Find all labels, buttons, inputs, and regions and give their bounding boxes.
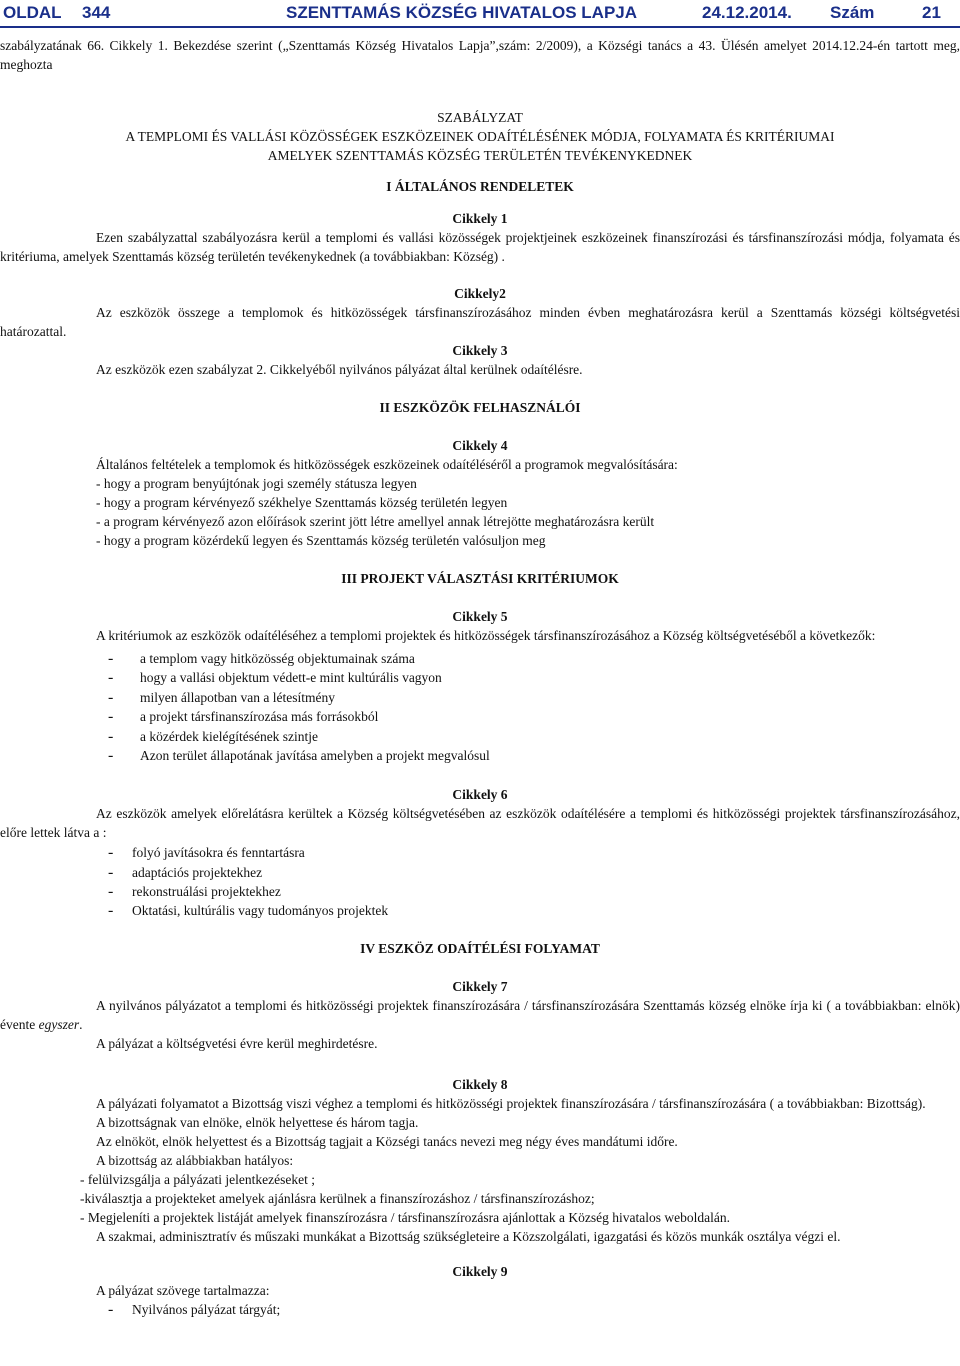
article-8-line: Az elnököt, elnök helyettest és a Bizottság tagjait a Községi tanács nevezi meg négy éves mandátumi időre. xyxy=(96,1134,678,1150)
list-item: - adaptációs projektekhez xyxy=(96,863,960,882)
article-6-title: Cikkely 6 xyxy=(452,787,508,803)
list-item: - Nyilvános pályázat tárgyát; xyxy=(96,1300,960,1319)
article-9-intro: A pályázat szövege tartalmazza: xyxy=(96,1283,270,1299)
list-item: - a templom vagy hitközösség objektumainak száma xyxy=(96,649,960,668)
article-7-text-b: . xyxy=(79,1017,83,1033)
article-7-text-a: A nyilvános pályázatot a templomi és hitközösségi projektek finanszírozására / társfinanszírozására Szenttamás község elnöke írja ki ( a továbbiakban: elnök) évente xyxy=(0,998,960,1033)
list-item: - Azon terület állapotának javítása amelyben a projekt megvalósul xyxy=(96,746,960,765)
article-1-text: Ezen szabályzattal szabályozásra kerül a templomi és vallási közösségek projektjeinek eszközeinek finanszírozási és társfinanszírozási módja, folyamata és kritériuma, amelyek Szenttamás község területén tevékenykednek (a továbbiakban: Község) . xyxy=(0,230,960,264)
article-8-item: - felülvizsgálja a pályázati jelentkezéseket ; xyxy=(80,1172,316,1188)
section-3-heading: III PROJEKT VÁLASZTÁSI KRITÉRIUMOK xyxy=(341,571,619,586)
document-body xyxy=(0,36,960,1319)
page-header xyxy=(0,0,960,28)
intro-paragraph: szabályzatának 66. Cikkely 1. Bekezdése szerint („Szenttamás Község Hivatalos Lapja”,szám: 2/2009), a Községi tanács a 43. Ülésén amelyet 2014.12.24-én tartott meg, meghozta xyxy=(0,38,960,72)
article-4-item: - hogy a program közérdekű legyen és Szenttamás község területén valósuljon meg xyxy=(96,533,546,548)
article-8-final: A szakmai, adminisztratív és műszaki munkákat a Bizottság szükségleteire a Közszolgálati, igazgatási és közös munkák osztálya végzi el. xyxy=(96,1229,841,1245)
article-2-text: Az eszközök összege a templomok és hitközösségek társfinanszírozásához minden évben meghatározásra kerül a Szenttamás községi költségvetési határozattal. xyxy=(0,305,960,339)
header-date: 24.12.2014. xyxy=(702,3,792,22)
article-8-line: A bizottság az alábbiakban hatályos: xyxy=(96,1153,294,1169)
article-4-intro: Általános feltételek a templomok és hitközösségek eszközeinek odaítéléséről a programok megvalósítására: xyxy=(96,457,678,472)
list-item: - a közérdek kielégítésének szintje xyxy=(96,727,960,746)
header-issue-label: Szám xyxy=(830,3,875,22)
article-9-title: Cikkely 9 xyxy=(452,1264,508,1280)
article-1-title: Cikkely 1 xyxy=(452,211,508,226)
article-3-text: Az eszközök ezen szabályzat 2. Cikkelyéből nyilvános pályázat által kerülnek odaítélésre. xyxy=(96,362,583,377)
article-4-title: Cikkely 4 xyxy=(452,438,508,453)
article-5-title: Cikkely 5 xyxy=(452,609,508,624)
document-title xyxy=(0,108,960,165)
article-6-text: Az eszközök amelyek előrelátásra kerültek a Község költségvetésében az eszközök odaítélésére a templomi és hitközösségi projektek társfinanszírozásához, előre lettek látva a : xyxy=(0,806,960,841)
article-4-item: - a program kérvényező azon előírások szerint jött létre amellyel annak létrejötte meghatározásra került xyxy=(96,514,655,529)
header-page-number: 344 xyxy=(82,3,111,22)
article-7-text-emphasis: egyszer xyxy=(38,1017,80,1033)
article-3-title: Cikkely 3 xyxy=(452,343,508,358)
article-2-title: Cikkely2 xyxy=(454,286,506,301)
section-2-heading: II ESZKÖZÖK FELHASZNÁLÓI xyxy=(379,400,581,415)
header-publication-title: SZENTTAMÁS KÖZSÉG HIVATALOS LAPJA xyxy=(286,3,638,22)
article-8-text: A pályázati folyamatot a Bizottság viszi véghez a templomi és hitközösségi projektek finanszírozására / társfinanszírozására ( a továbbiakban: Bizottság). xyxy=(96,1096,926,1112)
list-item: - Oktatási, kultúrális vagy tudományos projektek xyxy=(96,901,960,920)
article-7-text-2: A pályázat a költségvetési évre kerül meghirdetésre. xyxy=(96,1036,378,1052)
article-8-line: A bizottságnak van elnöke, elnök helyettese és három tagja. xyxy=(96,1115,419,1131)
article-5-text: A kritériumok az eszközök odaítéléséhez a templomi projektek és hitközösségek társfinanszírozásához a Község költségvetéséből a következők: xyxy=(96,628,876,643)
section-1-heading: I ÁLTALÁNOS RENDELETEK xyxy=(386,179,574,194)
list-item: - hogy a vallási objektum védett-e mint kultúrális vagyon xyxy=(96,668,960,687)
list-item: - a projekt társfinanszírozása más forrásokból xyxy=(96,707,960,726)
article-4-item: - hogy a program kérvényező székhelye Szenttamás község területén legyen xyxy=(96,495,508,510)
section-4-heading: IV ESZKÖZ ODAÍTÉLÉSI FOLYAMAT xyxy=(360,941,600,957)
article-8-title: Cikkely 8 xyxy=(452,1077,508,1093)
title-line-1: SZABÁLYZAT xyxy=(437,110,523,125)
list-item: - folyó javításokra és fenntartásra xyxy=(96,843,960,862)
article-4-item: - hogy a program benyújtónak jogi személy státusza legyen xyxy=(96,476,417,491)
article-8-item: - Megjeleníti a projektek listáját amelyek finanszírozásra / társfinanszírozásra ajánlottak a Község hivatalos weboldalán. xyxy=(80,1210,730,1226)
article-5-list xyxy=(0,649,960,765)
article-7-title: Cikkely 7 xyxy=(452,979,508,995)
article-8-item: -kiválasztja a projekteket amelyek ajánlásra kerülnek a finanszírozáshoz / társfinanszírozáshoz; xyxy=(80,1191,595,1207)
title-line-2: A TEMPLOMI ÉS VALLÁSI KÖZÖSSÉGEK ESZKÖZEINEK ODAÍTÉLÉSÉNEK MÓDJA, FOLYAMATA ÉS KRITÉRIUMAI xyxy=(125,129,835,144)
title-line-3: AMELYEK SZENTTAMÁS KÖZSÉG TERÜLETÉN TEVÉKENYKEDNEK xyxy=(267,148,693,163)
header-issue-number: 21 xyxy=(922,3,941,22)
article-9-list xyxy=(0,1300,960,1319)
article-6-list xyxy=(0,843,960,920)
list-item: - rekonstruálási projektekhez xyxy=(96,882,960,901)
article-7-text xyxy=(0,996,960,1034)
header-page-label: OLDAL xyxy=(3,3,62,22)
list-item: - milyen állapotban van a létesítmény xyxy=(96,688,960,707)
